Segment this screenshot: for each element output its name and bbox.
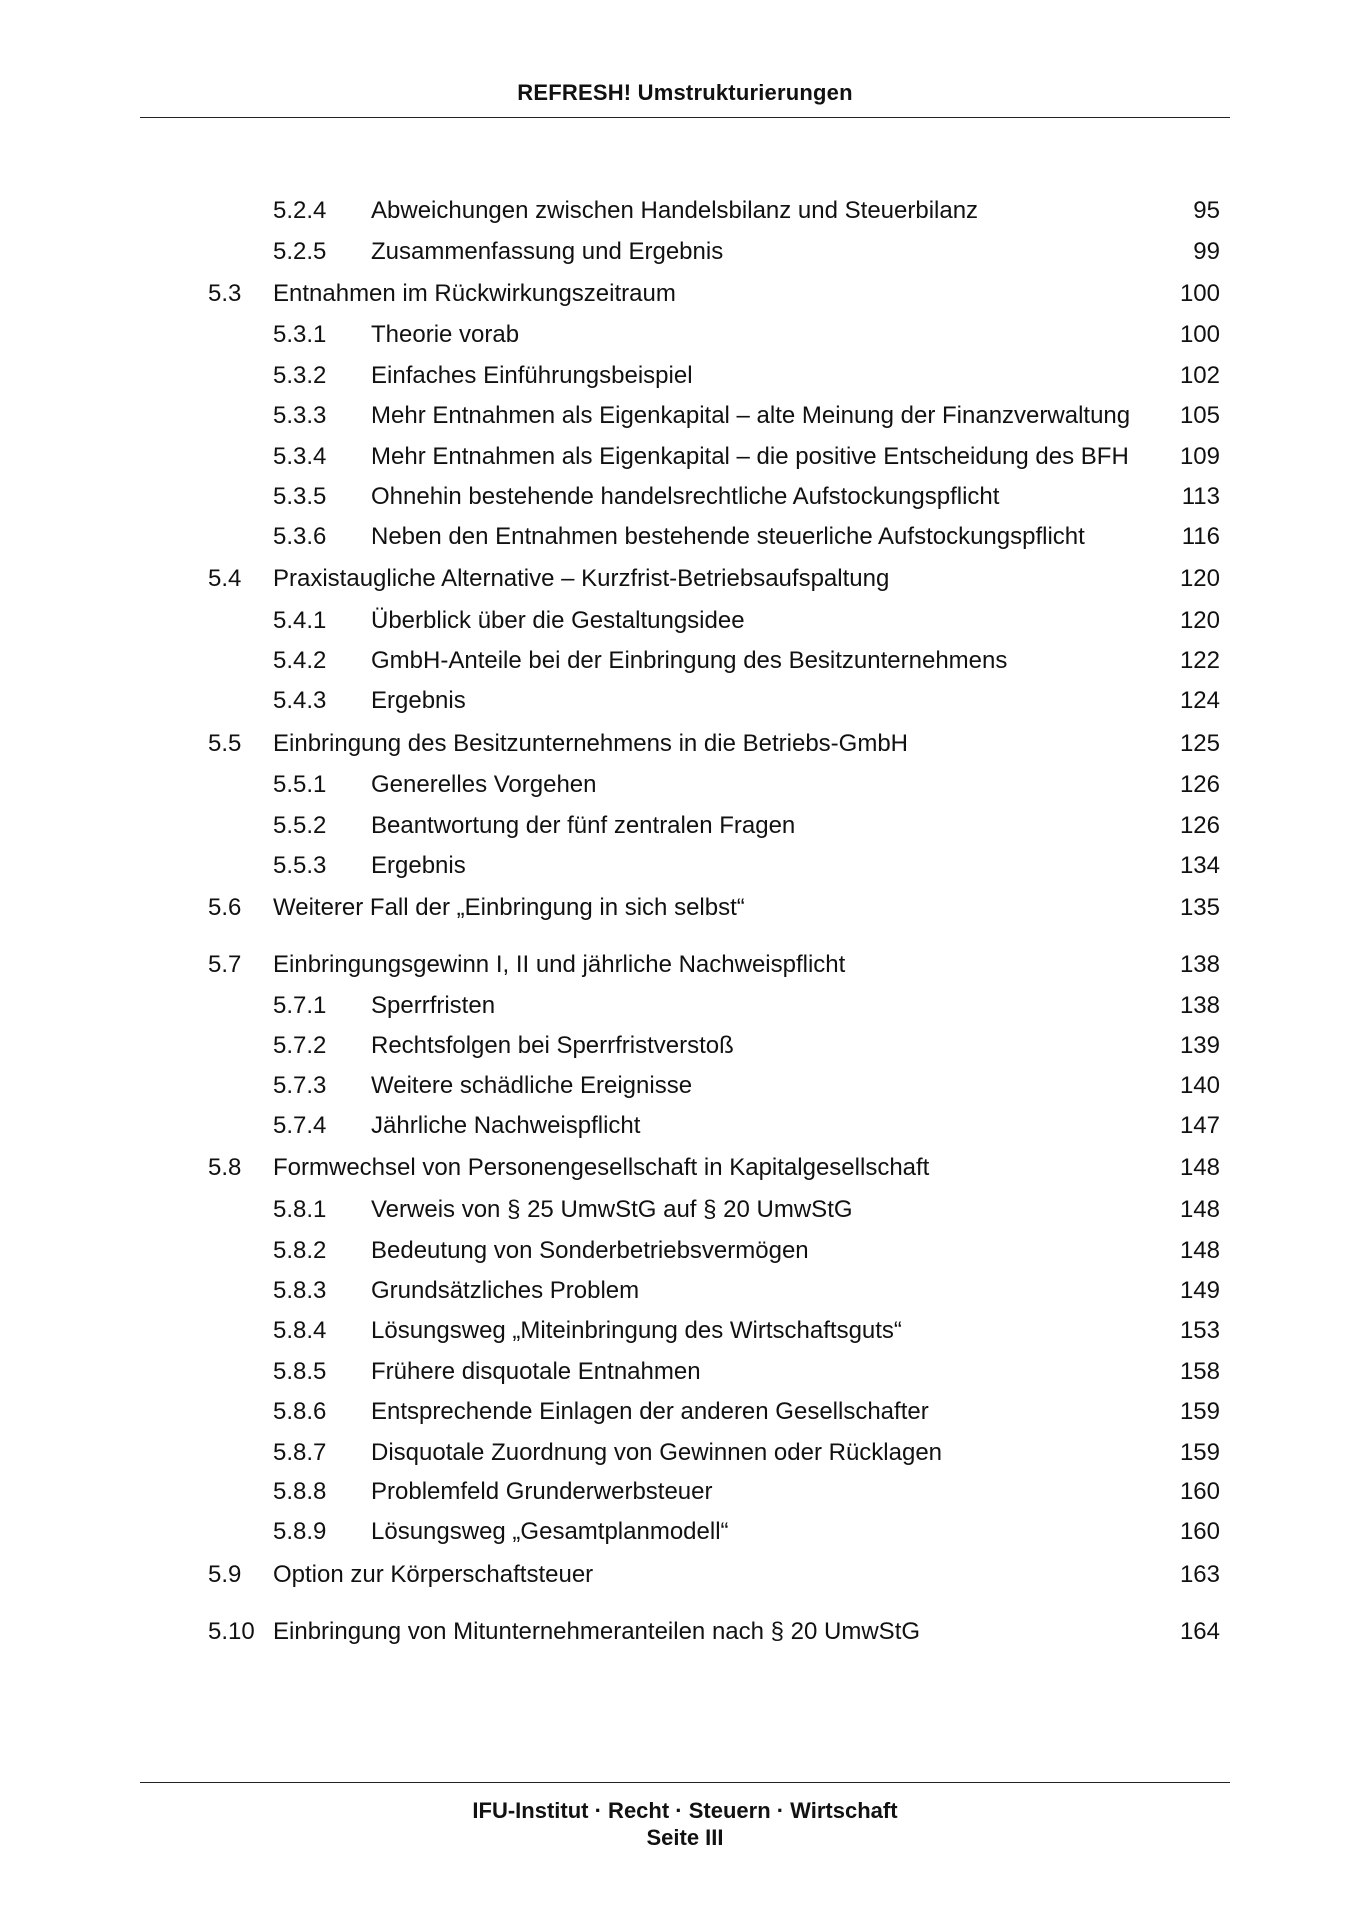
toc-entry	[0, 1108, 1358, 1144]
toc-entry-number: 5.9	[208, 1561, 242, 1588]
toc-entry-number: 5.5.3	[273, 852, 327, 879]
toc-entry-number: 5.8.1	[273, 1196, 327, 1223]
toc-entry-number: 5.7.2	[273, 1032, 327, 1059]
toc-entry-number: 5.2.4	[273, 197, 327, 224]
toc-entry-page: 105	[1179, 402, 1220, 429]
toc-entry-number: 5.8.2	[273, 1237, 327, 1264]
toc-entry	[0, 276, 1358, 312]
toc-entry-title: Disquotale Zuordnung von Gewinnen oder Rücklagen	[371, 1439, 943, 1466]
toc-entry-page: 148	[1179, 1154, 1220, 1181]
toc-entry	[0, 1028, 1358, 1064]
toc-entry-page: 134	[1179, 852, 1220, 879]
toc-entry-number: 5.5.2	[273, 812, 327, 839]
toc-entry-page: 153	[1179, 1317, 1220, 1344]
toc-entry-number: 5.7.4	[273, 1112, 327, 1139]
toc-entry-page: 160	[1179, 1518, 1220, 1545]
toc-entry-title: Rechtsfolgen bei Sperrfristverstoß	[371, 1032, 734, 1059]
toc-entry	[0, 1313, 1358, 1349]
toc-entry-number: 5.4.3	[273, 687, 327, 714]
toc-entry-title: Entnahmen im Rückwirkungszeitraum	[273, 280, 676, 307]
toc-entry-title: Theorie vorab	[371, 321, 520, 348]
toc-entry-number: 5.3.1	[273, 321, 327, 348]
toc-entry	[0, 193, 1358, 229]
toc-entry	[0, 947, 1358, 983]
toc-entry-title: Weiterer Fall der „Einbringung in sich selbst“	[273, 894, 745, 921]
toc-entry	[0, 1273, 1358, 1309]
toc-entry-page: 95	[1193, 197, 1220, 224]
page-footer	[140, 1797, 1230, 1851]
toc-entry	[0, 1233, 1358, 1269]
toc-entry-number: 5.8.6	[273, 1398, 327, 1425]
toc-entry-title: Jährliche Nachweispflicht	[371, 1112, 641, 1139]
toc-entry	[0, 643, 1358, 679]
toc-entry-title: Formwechsel von Personengesellschaft in Kapitalgesellschaft	[273, 1154, 930, 1181]
toc-entry-page: 135	[1179, 894, 1220, 921]
toc-entry-page: 139	[1179, 1032, 1220, 1059]
toc-entry	[0, 1474, 1358, 1510]
toc-entry-page: 164	[1179, 1618, 1220, 1645]
toc-entry	[0, 1150, 1358, 1186]
toc-entry-title: Ergebnis	[371, 852, 466, 879]
toc-entry	[0, 1192, 1358, 1228]
toc-entry	[0, 683, 1358, 719]
toc-entry-title: Einbringungsgewinn I, II und jährliche Nachweispflicht	[273, 951, 846, 978]
toc-entry-title: Ergebnis	[371, 687, 466, 714]
toc-entry-title: Überblick über die Gestaltungsidee	[371, 607, 745, 634]
toc-entry-number: 5.3	[208, 280, 242, 307]
toc-entry-page: 99	[1193, 238, 1220, 265]
toc-entry-number: 5.8.4	[273, 1317, 327, 1344]
toc-entry-page: 100	[1179, 321, 1220, 348]
toc-entry-title: Generelles Vorgehen	[371, 771, 597, 798]
toc-entry-number: 5.8.7	[273, 1439, 327, 1466]
toc-entry-number: 5.3.5	[273, 483, 327, 510]
page-header-title: REFRESH! Umstrukturierungen	[517, 80, 853, 105]
toc-entry-title: Problemfeld Grunderwerbsteuer	[371, 1478, 713, 1505]
toc-entry	[0, 890, 1358, 926]
toc-entry	[0, 808, 1358, 844]
toc-entry-title: Option zur Körperschaftsteuer	[273, 1561, 594, 1588]
toc-entry	[0, 1394, 1358, 1430]
toc-entry-number: 5.8.3	[273, 1277, 327, 1304]
toc-entry-number: 5.4.1	[273, 607, 327, 634]
toc-entry-number: 5.3.4	[273, 443, 327, 470]
toc-entry-page: 138	[1179, 992, 1220, 1019]
footer-rule	[140, 1782, 1230, 1783]
toc-entry-page: 138	[1179, 951, 1220, 978]
toc-entry-page: 120	[1179, 565, 1220, 592]
toc-entry-number: 5.3.2	[273, 362, 327, 389]
toc-entry	[0, 1514, 1358, 1550]
toc-entry-page: 159	[1179, 1439, 1220, 1466]
toc-entry-number: 5.3.3	[273, 402, 327, 429]
toc-entry-title: Verweis von § 25 UmwStG auf § 20 UmwStG	[371, 1196, 853, 1223]
toc-entry-title: Abweichungen zwischen Handelsbilanz und Steuerbilanz	[371, 197, 979, 224]
toc-entry-page: 122	[1179, 647, 1220, 674]
toc-entry	[0, 317, 1358, 353]
toc-entry-number: 5.5.1	[273, 771, 327, 798]
toc-entry-title: Praxistaugliche Alternative – Kurzfrist-Betriebsaufspaltung	[273, 565, 890, 592]
toc-entry	[0, 479, 1358, 515]
toc-entry	[0, 519, 1358, 555]
toc-entry	[0, 726, 1358, 762]
toc-entry-title: Lösungsweg „Miteinbringung des Wirtschaftsguts“	[371, 1317, 902, 1344]
toc-entry-number: 5.2.5	[273, 238, 327, 265]
toc-entry	[0, 1557, 1358, 1593]
toc-entry-page: 147	[1179, 1112, 1220, 1139]
toc-entry	[0, 988, 1358, 1024]
toc-entry-number: 5.10	[208, 1618, 255, 1645]
toc-entry-title: Frühere disquotale Entnahmen	[371, 1358, 701, 1385]
toc-entry-page: 120	[1179, 607, 1220, 634]
toc-entry-page: 140	[1179, 1072, 1220, 1099]
toc-entry-title: Beantwortung der fünf zentralen Fragen	[371, 812, 796, 839]
toc-entry-page: 163	[1179, 1561, 1220, 1588]
toc-entry-page: 126	[1179, 771, 1220, 798]
toc-entry-title: Bedeutung von Sonderbetriebsvermögen	[371, 1237, 809, 1264]
toc-entry-page: 125	[1179, 730, 1220, 757]
toc-entry-number: 5.7.3	[273, 1072, 327, 1099]
toc-entry-number: 5.4.2	[273, 647, 327, 674]
toc-entry-page: 149	[1179, 1277, 1220, 1304]
toc-entry-title: Mehr Entnahmen als Eigenkapital – die positive Entscheidung des BFH	[371, 443, 1129, 470]
footer-publisher: IFU-Institut · Recht · Steuern · Wirtschaft	[472, 1798, 898, 1823]
toc-entry-title: Entsprechende Einlagen der anderen Gesellschafter	[371, 1398, 929, 1425]
footer-page-number: Seite III	[646, 1825, 724, 1850]
toc-entry	[0, 1435, 1358, 1471]
toc-entry	[0, 767, 1358, 803]
toc-entry	[0, 1068, 1358, 1104]
toc-entry-number: 5.5	[208, 730, 242, 757]
toc-entry-page: 102	[1179, 362, 1220, 389]
toc-entry	[0, 603, 1358, 639]
toc-entry-number: 5.8	[208, 1154, 242, 1181]
toc-entry-number: 5.8.9	[273, 1518, 327, 1545]
toc-entry-title: Weitere schädliche Ereignisse	[371, 1072, 693, 1099]
toc-entry-page: 160	[1179, 1478, 1220, 1505]
toc-entry-page: 148	[1179, 1196, 1220, 1223]
toc-entry-number: 5.7.1	[273, 992, 327, 1019]
toc-entry-title: Ohnehin bestehende handelsrechtliche Aufstockungspflicht	[371, 483, 1000, 510]
toc-entry	[0, 439, 1358, 475]
toc-entry-number: 5.3.6	[273, 523, 327, 550]
toc-entry-page: 126	[1179, 812, 1220, 839]
toc-entry-page: 109	[1179, 443, 1220, 470]
toc-entry-title: Einfaches Einführungsbeispiel	[371, 362, 693, 389]
toc-entry-title: Lösungsweg „Gesamtplanmodell“	[371, 1518, 729, 1545]
toc-entry-title: Einbringung des Besitzunternehmens in die Betriebs-GmbH	[273, 730, 909, 757]
toc-entry-title: Zusammenfassung und Ergebnis	[371, 238, 724, 265]
toc-entry-page: 100	[1179, 280, 1220, 307]
toc-entry	[0, 1354, 1358, 1390]
toc-entry	[0, 561, 1358, 597]
toc-entry-title: Neben den Entnahmen bestehende steuerliche Aufstockungspflicht	[371, 523, 1085, 550]
toc-entry-number: 5.8.5	[273, 1358, 327, 1385]
toc-entry-title: Sperrfristen	[371, 992, 496, 1019]
toc-entry-title: Grundsätzliches Problem	[371, 1277, 640, 1304]
toc-entry	[0, 398, 1358, 434]
toc-entry	[0, 848, 1358, 884]
toc-entry-page: 159	[1179, 1398, 1220, 1425]
toc-entry-page: 148	[1179, 1237, 1220, 1264]
toc-entry-number: 5.6	[208, 894, 242, 921]
toc-entry-title: Einbringung von Mitunternehmeranteilen nach § 20 UmwStG	[273, 1618, 921, 1645]
toc-entry-number: 5.8.8	[273, 1478, 327, 1505]
toc-entry	[0, 1614, 1358, 1650]
toc-entry	[0, 358, 1358, 394]
toc-entry-number: 5.4	[208, 565, 242, 592]
toc-entry	[0, 234, 1358, 270]
toc-entry-page: 124	[1179, 687, 1220, 714]
toc-entry-page: 113	[1181, 483, 1220, 510]
toc-entry-title: GmbH-Anteile bei der Einbringung des Besitzunternehmens	[371, 647, 1008, 674]
toc-entry-page: 116	[1181, 523, 1220, 550]
toc-entry-page: 158	[1179, 1358, 1220, 1385]
toc-entry-title: Mehr Entnahmen als Eigenkapital – alte Meinung der Finanzverwaltung	[371, 402, 1131, 429]
toc-entry-number: 5.7	[208, 951, 242, 978]
